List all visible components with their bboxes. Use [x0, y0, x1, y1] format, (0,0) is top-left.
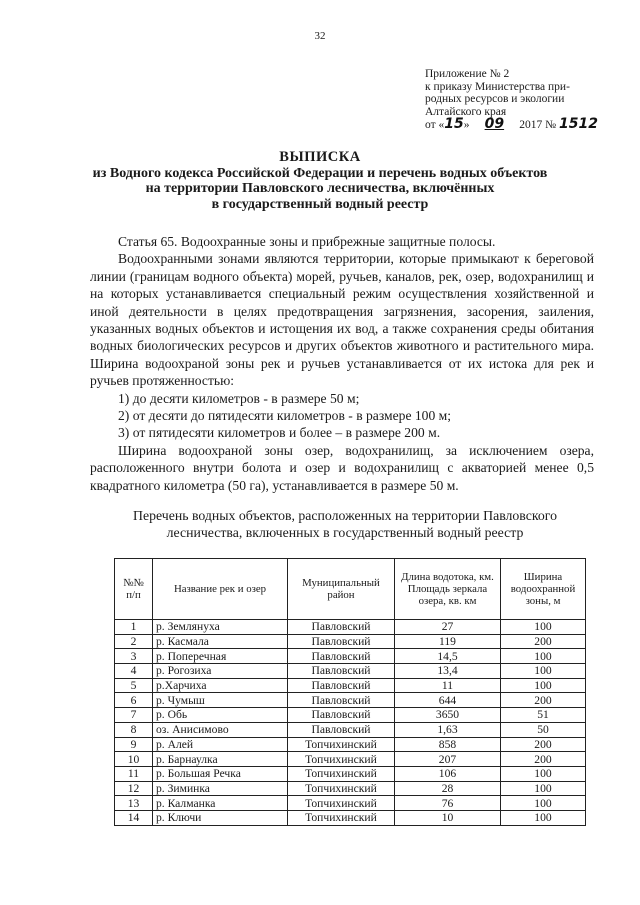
cell-length: 76 — [395, 796, 501, 811]
header-length: Длина водотока, км. Площадь зеркала озера, кв. км — [395, 559, 501, 620]
cell-length: 3650 — [395, 708, 501, 723]
cell-name: р. Землянуха — [153, 620, 288, 635]
cell-name: р. Алей — [153, 737, 288, 752]
cell-width: 100 — [501, 620, 586, 635]
handwritten-month: 09 — [484, 116, 505, 132]
cell-width: 200 — [501, 752, 586, 767]
list-title: Перечень водных объектов, расположенных на территории Павловского лесничества, включенных в государственный водный реестр — [133, 508, 557, 540]
cell-width: 200 — [501, 737, 586, 752]
appendix-block — [425, 68, 625, 132]
table-row — [115, 752, 586, 767]
cell-num: 8 — [115, 722, 153, 737]
cell-length: 28 — [395, 781, 501, 796]
appendix-line: Алтайского края — [425, 105, 507, 118]
cell-length: 10 — [395, 810, 501, 825]
table-row — [115, 664, 586, 679]
cell-num: 14 — [115, 810, 153, 825]
list-item: 3) от пятидесяти километров и более – в размере 200 м. — [118, 425, 441, 441]
cell-length: 119 — [395, 634, 501, 649]
date-prefix: от « — [425, 119, 445, 131]
cell-district: Павловский — [288, 634, 395, 649]
paragraph: Ширина водоохраной зоны озер, водохранилищ, за исключением озера, расположенного внутри болота и озер и водохранилищ с акваторией менее 0,5 квадратного километра (50 га), устанавливается в размере 50 м. — [90, 442, 594, 493]
page-number: 32 — [314, 30, 326, 42]
cell-district: Павловский — [288, 678, 395, 693]
cell-width: 100 — [501, 664, 586, 679]
cell-num: 2 — [115, 634, 153, 649]
cell-district: Топчихинский — [288, 796, 395, 811]
appendix-line: родных ресурсов и экологии — [425, 93, 565, 105]
list-item: 2) от десяти до пятидесяти километров - в размере 100 м; — [118, 408, 452, 424]
cell-length: 858 — [395, 737, 501, 752]
cell-district: Топчихинский — [288, 810, 395, 825]
cell-district: Топчихинский — [288, 781, 395, 796]
cell-length: 106 — [395, 766, 501, 781]
cell-name: р. Барнаулка — [153, 752, 288, 767]
table-row — [115, 620, 586, 635]
law-excerpt — [90, 233, 594, 494]
header-num: №№ п/п — [115, 559, 153, 620]
cell-width: 100 — [501, 766, 586, 781]
cell-district: Топчихинский — [288, 766, 395, 781]
cell-num: 4 — [115, 664, 153, 679]
list-item: 1) до десяти километров - в размере 50 м; — [118, 390, 360, 406]
table-row — [115, 737, 586, 752]
cell-name: р. Рогозиха — [153, 664, 288, 679]
title-heading: ВЫПИСКА — [279, 149, 361, 165]
table-row — [115, 766, 586, 781]
cell-length: 11 — [395, 678, 501, 693]
cell-width: 100 — [501, 810, 586, 825]
table-row — [115, 708, 586, 723]
cell-width: 100 — [501, 649, 586, 664]
cell-district: Павловский — [288, 664, 395, 679]
cell-name: р. Чумыш — [153, 693, 288, 708]
header-width: Ширина водоохранной зоны, м — [501, 559, 586, 620]
title-line: в государственный водный реестр — [211, 196, 429, 212]
cell-district: Топчихинский — [288, 752, 395, 767]
order-date-line — [425, 118, 625, 132]
cell-length: 27 — [395, 620, 501, 635]
cell-district: Павловский — [288, 708, 395, 723]
cell-num: 10 — [115, 752, 153, 767]
table-row — [115, 781, 586, 796]
cell-district: Топчихинский — [288, 737, 395, 752]
cell-width: 100 — [501, 781, 586, 796]
cell-name: р. Обь — [153, 708, 288, 723]
cell-name: р. Ключи — [153, 810, 288, 825]
cell-district: Павловский — [288, 649, 395, 664]
header-name: Название рек и озер — [153, 559, 288, 620]
cell-name: р. Большая Речка — [153, 766, 288, 781]
handwritten-order-number: 1512 — [558, 116, 598, 132]
cell-width: 200 — [501, 693, 586, 708]
table-body — [115, 620, 586, 826]
date-separator: » — [463, 119, 470, 131]
cell-num: 1 — [115, 620, 153, 635]
cell-name: р.Харчиха — [153, 678, 288, 693]
table-row — [115, 634, 586, 649]
cell-name: р. Касмала — [153, 634, 288, 649]
table-row — [115, 722, 586, 737]
cell-length: 207 — [395, 752, 501, 767]
appendix-line: к приказу Министерства при- — [425, 80, 570, 93]
document-title — [60, 150, 580, 212]
cell-district: Павловский — [288, 693, 395, 708]
cell-name: оз. Анисимово — [153, 722, 288, 737]
cell-num: 3 — [115, 649, 153, 664]
table-row — [115, 810, 586, 825]
cell-width: 200 — [501, 634, 586, 649]
table-row — [115, 678, 586, 693]
cell-width: 50 — [501, 722, 586, 737]
cell-num: 6 — [115, 693, 153, 708]
date-year: 2017 № — [519, 119, 557, 131]
cell-num: 12 — [115, 781, 153, 796]
table-row — [115, 649, 586, 664]
cell-num: 13 — [115, 796, 153, 811]
cell-num: 5 — [115, 678, 153, 693]
title-line: из Водного кодекса Российской Федерации и перечень водных объектов — [92, 165, 548, 181]
cell-width: 100 — [501, 678, 586, 693]
cell-length: 1,63 — [395, 722, 501, 737]
cell-length: 14,5 — [395, 649, 501, 664]
cell-name: р. Зиминка — [153, 781, 288, 796]
header-district: Муниципальный район — [288, 559, 395, 620]
appendix-line: Приложение № 2 — [425, 68, 510, 80]
cell-district: Павловский — [288, 722, 395, 737]
article-heading: Статья 65. Водоохранные зоны и прибрежные защитные полосы. — [118, 234, 496, 249]
cell-length: 644 — [395, 693, 501, 708]
table-row — [115, 693, 586, 708]
cell-district: Павловский — [288, 620, 395, 635]
cell-width: 100 — [501, 796, 586, 811]
cell-num: 7 — [115, 708, 153, 723]
water-bodies-table — [114, 558, 586, 826]
cell-length: 13,4 — [395, 664, 501, 679]
cell-num: 11 — [115, 766, 153, 781]
cell-name: р. Калманка — [153, 796, 288, 811]
cell-num: 9 — [115, 737, 153, 752]
table-row — [115, 796, 586, 811]
paragraph: Водоохранными зонами являются территории, которые примыкают к береговой линии (границам водного объекта) морей, ручьев, каналов, рек, озер, водохранилищ и на которых устанавливается специальный режим осуществления хозяйственной и иной деятельности в целях предотвращения загрязнения, засорения, заиления, указанных водных объектов и истощения их вод, а также сохранения среды обитания водных биологических ресурсов и других объектов животного и растительного мира. Ширина водоохраной зоны рек и ручьев устанавливается от их истока для рек и ручьев протяженностью: — [90, 251, 594, 389]
cell-width: 51 — [501, 708, 586, 723]
title-line: на территории Павловского лесничества, включённых — [145, 181, 495, 196]
handwritten-day: 15 — [444, 116, 464, 132]
table-header-row — [115, 559, 586, 620]
cell-name: р. Поперечная — [153, 649, 288, 664]
